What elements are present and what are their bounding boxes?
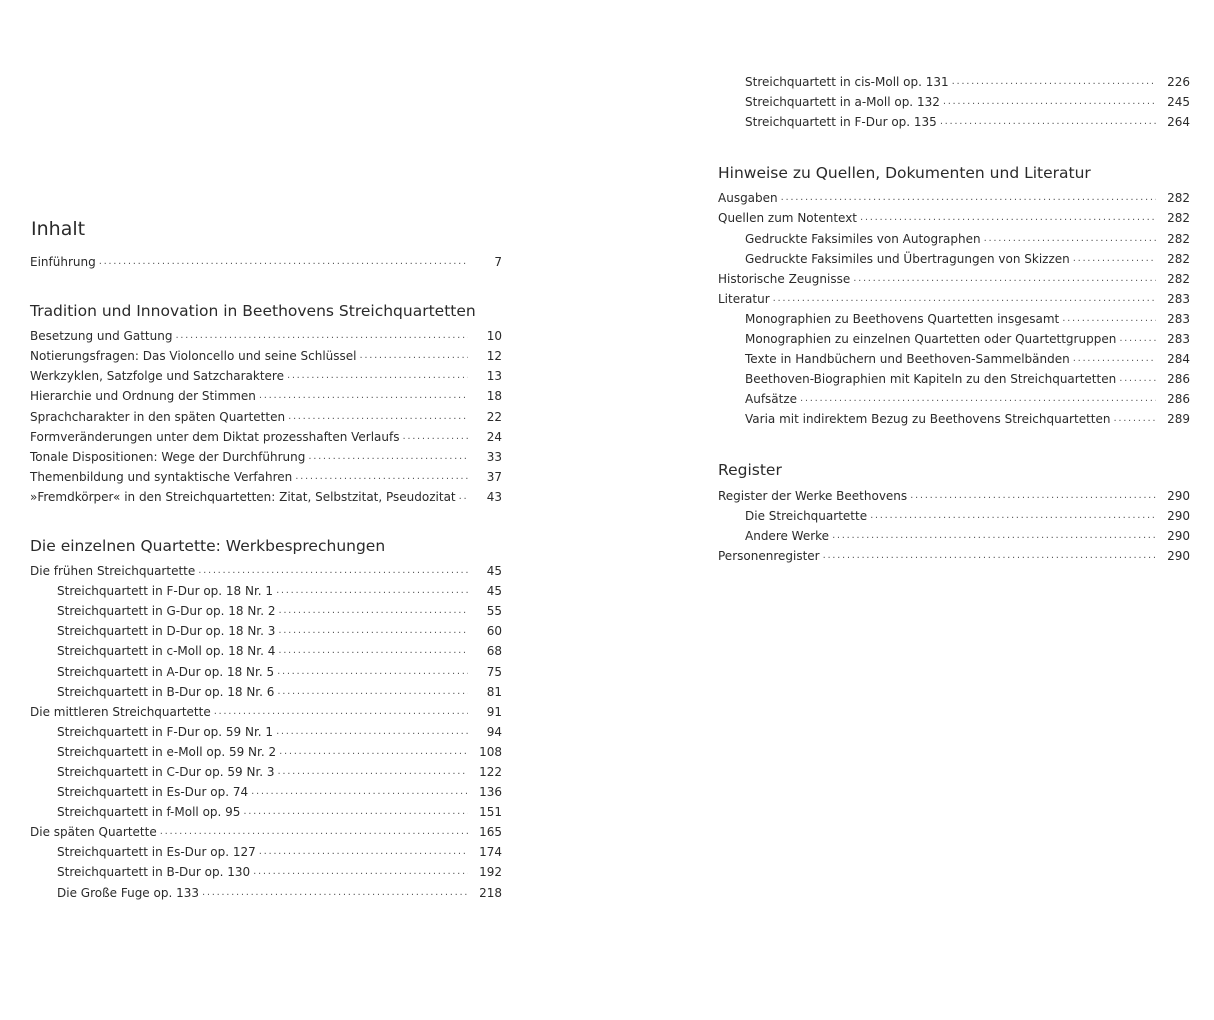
dot-leader bbox=[278, 621, 468, 641]
toc-entry bbox=[718, 546, 1190, 566]
toc-entry-page-number: 282 bbox=[1167, 231, 1190, 246]
toc-entry bbox=[30, 427, 502, 447]
intro-entries bbox=[30, 252, 502, 272]
toc-entry-label: Streichquartett in c-Moll op. 18 Nr. 4 bbox=[57, 644, 276, 659]
toc-entry-page-number: 122 bbox=[479, 764, 502, 779]
toc-entry-label: Texte in Handbüchern und Beethoven-Sammelbänden bbox=[745, 352, 1070, 367]
toc-entry-page-number: 24 bbox=[486, 429, 502, 444]
toc-entry-page-number: 283 bbox=[1167, 332, 1190, 347]
toc-entry-label: Sprachcharakter in den späten Quartetten bbox=[30, 409, 286, 424]
dot-leader bbox=[160, 822, 468, 842]
dot-leader bbox=[870, 506, 1156, 526]
toc-entry bbox=[30, 621, 502, 641]
toc-entry bbox=[718, 289, 1190, 309]
dot-leader bbox=[214, 702, 468, 722]
toc-entry bbox=[30, 802, 502, 822]
toc-entry-label: Streichquartett in Es-Dur op. 127 bbox=[57, 845, 256, 860]
toc-entry-label: Streichquartett in F-Dur op. 18 Nr. 1 bbox=[57, 584, 274, 599]
toc-entry-page-number: 45 bbox=[486, 584, 502, 599]
toc-entry-page-number: 136 bbox=[479, 785, 502, 800]
toc-entry-label: Notierungsfragen: Das Violoncello und seine Schlüssel bbox=[30, 349, 357, 364]
toc-entry-page-number: 286 bbox=[1167, 372, 1190, 387]
dot-leader bbox=[1119, 329, 1156, 349]
dot-leader bbox=[278, 641, 468, 661]
toc-entry bbox=[30, 252, 502, 272]
toc-entry bbox=[30, 822, 502, 842]
toc-entry bbox=[30, 601, 502, 621]
dot-leader bbox=[853, 269, 1156, 289]
dot-leader bbox=[943, 92, 1156, 112]
toc-section bbox=[718, 461, 1190, 565]
dot-leader bbox=[288, 407, 468, 427]
section-title: Hinweise zu Quellen, Dokumenten und Literatur bbox=[718, 164, 1091, 183]
dot-leader bbox=[832, 526, 1156, 546]
toc-entry-label: Tonale Dispositionen: Wege der Durchführung bbox=[30, 449, 306, 464]
toc-entry-label: Streichquartett in a-Moll op. 132 bbox=[745, 95, 940, 110]
toc-entry bbox=[718, 349, 1190, 369]
toc-entry-page-number: 55 bbox=[486, 604, 502, 619]
section-title: Register bbox=[718, 461, 782, 480]
dot-leader bbox=[1073, 349, 1156, 369]
section-title: Die einzelnen Quartette: Werkbesprechungen bbox=[30, 536, 386, 555]
toc-entry-label: Streichquartett in D-Dur op. 18 Nr. 3 bbox=[57, 624, 276, 639]
dot-leader bbox=[175, 326, 468, 346]
toc-entry-page-number: 289 bbox=[1167, 412, 1190, 427]
toc-entry-page-number: 226 bbox=[1167, 75, 1190, 90]
toc-section bbox=[30, 537, 502, 903]
toc-entry bbox=[30, 346, 502, 366]
toc-entry-label: Aufsätze bbox=[745, 392, 798, 407]
toc-entry-label: Themenbildung und syntaktische Verfahren bbox=[30, 469, 293, 484]
toc-entry-page-number: 91 bbox=[486, 704, 502, 719]
toc-entry bbox=[30, 447, 502, 467]
toc-entry-page-number: 282 bbox=[1167, 191, 1190, 206]
toc-entry-page-number: 75 bbox=[486, 664, 502, 679]
toc-entry bbox=[718, 208, 1190, 228]
toc-entry-page-number: 290 bbox=[1167, 528, 1190, 543]
dot-leader bbox=[823, 546, 1156, 566]
toc-entry-label: Quellen zum Notentext bbox=[718, 211, 858, 226]
toc-entry-label: Varia mit indirektem Bezug zu Beethovens Streichquartetten bbox=[745, 412, 1111, 427]
dot-leader bbox=[1073, 249, 1156, 269]
dot-leader bbox=[860, 208, 1156, 228]
toc-entry-label: Streichquartett in cis-Moll op. 131 bbox=[745, 75, 949, 90]
dot-leader bbox=[952, 72, 1156, 92]
toc-entry-page-number: 81 bbox=[486, 684, 502, 699]
toc-entry bbox=[718, 269, 1190, 289]
toc-entry-page-number: 245 bbox=[1167, 95, 1190, 110]
toc-entry-label: Literatur bbox=[718, 291, 770, 306]
toc-entry bbox=[30, 581, 502, 601]
toc-entry-label: Ausgaben bbox=[718, 191, 778, 206]
toc-entry-page-number: 284 bbox=[1167, 352, 1190, 367]
dot-leader bbox=[287, 366, 468, 386]
toc-title: Inhalt bbox=[31, 218, 86, 240]
dot-leader bbox=[1062, 309, 1156, 329]
toc-entry bbox=[718, 329, 1190, 349]
dot-leader bbox=[202, 883, 468, 903]
toc-entry-page-number: 18 bbox=[486, 389, 502, 404]
toc-entry-page-number: 282 bbox=[1167, 251, 1190, 266]
toc-entry-label: Streichquartett in A-Dur op. 18 Nr. 5 bbox=[57, 664, 275, 679]
toc-entry-page-number: 13 bbox=[486, 369, 502, 384]
toc-entry-label: Gedruckte Faksimiles und Übertragungen von Skizzen bbox=[745, 251, 1070, 266]
toc-entry-label: Die frühen Streichquartette bbox=[30, 564, 196, 579]
toc-entry-label: Streichquartett in e-Moll op. 59 Nr. 2 bbox=[57, 744, 277, 759]
toc-entry bbox=[30, 641, 502, 661]
toc-entry bbox=[30, 882, 502, 902]
dot-leader bbox=[259, 386, 468, 406]
toc-entry bbox=[30, 366, 502, 386]
toc-entry-label: Personenregister bbox=[718, 548, 820, 563]
toc-entry-page-number: 165 bbox=[479, 825, 502, 840]
dot-leader bbox=[295, 467, 468, 487]
dot-leader bbox=[253, 862, 468, 882]
toc-entry-label: »Fremdkörper« in den Streichquartetten: Zitat, Selbstzitat, Pseudozitat bbox=[30, 489, 456, 504]
toc-entry-label: Beethoven-Biographien mit Kapiteln zu den Streichquartetten bbox=[745, 372, 1117, 387]
toc-entry bbox=[30, 467, 502, 487]
toc-entry-page-number: 43 bbox=[486, 489, 502, 504]
toc-entry-page-number: 290 bbox=[1167, 488, 1190, 503]
right-page bbox=[607, 0, 1214, 1020]
toc-entry-page-number: 151 bbox=[479, 805, 502, 820]
toc-entry-page-number: 33 bbox=[486, 449, 502, 464]
toc-entry bbox=[718, 369, 1190, 389]
dot-leader bbox=[459, 487, 468, 507]
toc-entry bbox=[718, 249, 1190, 269]
right-sections bbox=[718, 164, 1190, 566]
dot-leader bbox=[1119, 369, 1156, 389]
toc-entry-label: Streichquartett in G-Dur op. 18 Nr. 2 bbox=[57, 604, 276, 619]
toc-entry-label: Andere Werke bbox=[745, 528, 830, 543]
right-column bbox=[718, 72, 1190, 566]
toc-entry-page-number: 7 bbox=[494, 255, 502, 270]
toc-entry bbox=[30, 406, 502, 426]
toc-entry-label: Streichquartett in B-Dur op. 18 Nr. 6 bbox=[57, 684, 275, 699]
dot-leader bbox=[773, 289, 1156, 309]
toc-entry bbox=[30, 386, 502, 406]
toc-entry bbox=[30, 862, 502, 882]
dot-leader bbox=[940, 112, 1156, 132]
toc-entry-page-number: 283 bbox=[1167, 291, 1190, 306]
toc-section bbox=[30, 302, 502, 507]
toc-entry bbox=[30, 722, 502, 742]
dot-leader bbox=[402, 427, 468, 447]
dot-leader bbox=[910, 486, 1156, 506]
dot-leader bbox=[99, 252, 468, 272]
dot-leader bbox=[308, 447, 468, 467]
toc-entry-label: Werkzyklen, Satzfolge und Satzcharaktere bbox=[30, 369, 284, 384]
toc-entry bbox=[718, 112, 1190, 132]
toc-entry-page-number: 45 bbox=[486, 564, 502, 579]
toc-entry-label: Streichquartett in C-Dur op. 59 Nr. 3 bbox=[57, 764, 275, 779]
toc-entry-page-number: 286 bbox=[1167, 392, 1190, 407]
toc-entry bbox=[30, 661, 502, 681]
toc-entry-label: Besetzung und Gattung bbox=[30, 329, 173, 344]
toc-entry bbox=[30, 487, 502, 507]
toc-entry-page-number: 108 bbox=[479, 744, 502, 759]
toc-entry bbox=[718, 506, 1190, 526]
dot-leader bbox=[276, 581, 468, 601]
dot-leader bbox=[279, 742, 468, 762]
toc-entry-page-number: 283 bbox=[1167, 311, 1190, 326]
toc-entry bbox=[30, 742, 502, 762]
toc-entry-page-number: 174 bbox=[479, 845, 502, 860]
toc-entry-label: Streichquartett in f-Moll op. 95 bbox=[57, 805, 241, 820]
toc-entry bbox=[718, 72, 1190, 92]
continued-entries bbox=[718, 72, 1190, 132]
dot-leader bbox=[278, 601, 468, 621]
toc-entry bbox=[718, 409, 1190, 429]
dot-leader bbox=[984, 229, 1156, 249]
toc-entry-page-number: 60 bbox=[486, 624, 502, 639]
toc-entry-label: Die späten Quartette bbox=[30, 825, 157, 840]
toc-entry bbox=[30, 682, 502, 702]
toc-entry-label: Die Streichquartette bbox=[745, 508, 868, 523]
dot-leader bbox=[1113, 409, 1156, 429]
toc-entry bbox=[30, 782, 502, 802]
dot-leader bbox=[360, 346, 469, 366]
toc-entry-page-number: 68 bbox=[486, 644, 502, 659]
toc-entry bbox=[30, 561, 502, 581]
dot-leader bbox=[800, 389, 1156, 409]
dot-leader bbox=[198, 561, 468, 581]
toc-entry-page-number: 264 bbox=[1167, 115, 1190, 130]
toc-entry bbox=[30, 702, 502, 722]
toc-section bbox=[718, 164, 1190, 429]
toc-entry-page-number: 290 bbox=[1167, 548, 1190, 563]
dot-leader bbox=[781, 188, 1156, 208]
dot-leader bbox=[259, 842, 468, 862]
dot-leader bbox=[251, 782, 468, 802]
toc-entry bbox=[718, 309, 1190, 329]
dot-leader bbox=[277, 682, 468, 702]
toc-entry-label: Register der Werke Beethovens bbox=[718, 488, 908, 503]
toc-entry-page-number: 282 bbox=[1167, 271, 1190, 286]
toc-entry-label: Einführung bbox=[30, 255, 96, 270]
toc-entry-page-number: 37 bbox=[486, 469, 502, 484]
toc-entry bbox=[30, 762, 502, 782]
toc-entry-label: Hierarchie und Ordnung der Stimmen bbox=[30, 389, 256, 404]
toc-entry-page-number: 94 bbox=[486, 724, 502, 739]
toc-entry-page-number: 282 bbox=[1167, 211, 1190, 226]
toc-entry-label: Die mittleren Streichquartette bbox=[30, 704, 211, 719]
toc-entry bbox=[30, 326, 502, 346]
section-title: Tradition und Innovation in Beethovens Streichquartetten bbox=[30, 302, 476, 321]
toc-entry bbox=[718, 485, 1190, 505]
dot-leader bbox=[278, 762, 468, 782]
toc-entry bbox=[718, 526, 1190, 546]
toc-entry-label: Die Große Fuge op. 133 bbox=[57, 885, 199, 900]
dot-leader bbox=[243, 802, 468, 822]
dot-leader bbox=[276, 722, 468, 742]
toc-entry-label: Streichquartett in Es-Dur op. 74 bbox=[57, 785, 249, 800]
dot-leader bbox=[277, 662, 468, 682]
toc-entry bbox=[718, 188, 1190, 208]
toc-entry bbox=[718, 92, 1190, 112]
toc-entry-label: Monographien zu einzelnen Quartetten oder Quartettgruppen bbox=[745, 332, 1117, 347]
toc-entry-label: Monographien zu Beethovens Quartetten insgesamt bbox=[745, 311, 1060, 326]
toc-entry bbox=[718, 389, 1190, 409]
toc-entry-page-number: 192 bbox=[479, 865, 502, 880]
toc-entry-page-number: 218 bbox=[479, 885, 502, 900]
toc-entry-label: Streichquartett in F-Dur op. 59 Nr. 1 bbox=[57, 724, 274, 739]
left-sections bbox=[30, 302, 502, 902]
toc-entry-page-number: 12 bbox=[486, 349, 502, 364]
toc-entry-label: Streichquartett in F-Dur op. 135 bbox=[745, 115, 937, 130]
toc-entry-page-number: 10 bbox=[486, 329, 502, 344]
toc-entry-label: Formveränderungen unter dem Diktat prozesshaften Verlaufs bbox=[30, 429, 400, 444]
toc-entry-label: Historische Zeugnisse bbox=[718, 271, 851, 286]
toc-entry bbox=[30, 842, 502, 862]
toc-entry-label: Streichquartett in B-Dur op. 130 bbox=[57, 865, 251, 880]
toc-entry-page-number: 290 bbox=[1167, 508, 1190, 523]
toc-entry bbox=[718, 228, 1190, 248]
left-column bbox=[30, 218, 502, 903]
toc-entry-page-number: 22 bbox=[486, 409, 502, 424]
toc-entry-label: Gedruckte Faksimiles von Autographen bbox=[745, 231, 981, 246]
